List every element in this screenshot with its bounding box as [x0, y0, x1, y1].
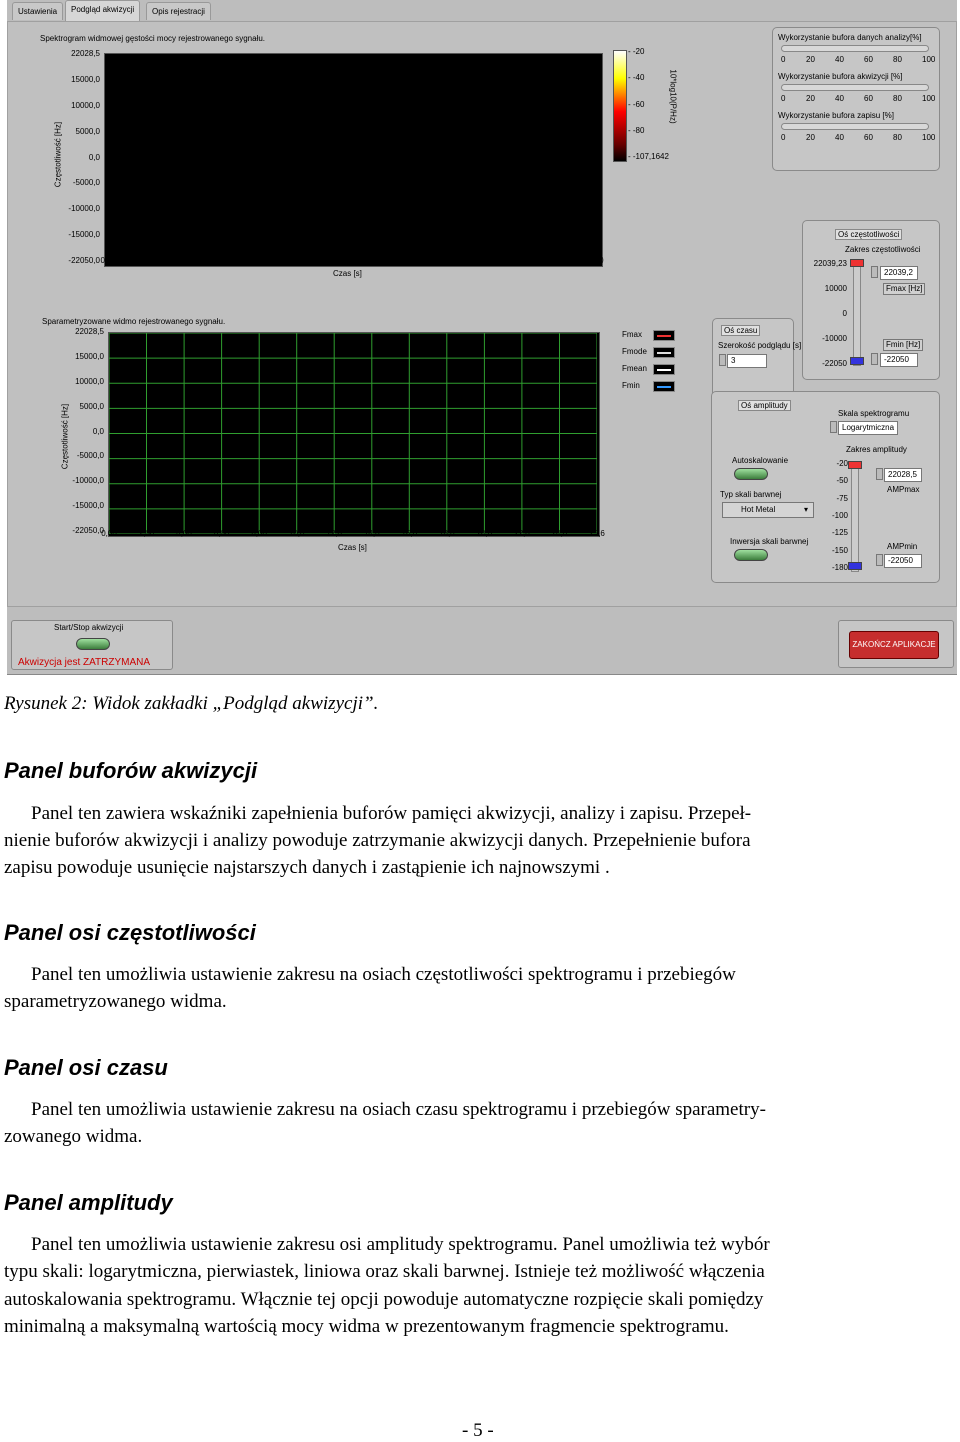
y-tick-label: 15000,0	[75, 351, 104, 361]
amplitude-tick-label: -180	[831, 563, 848, 572]
frequency-tick-label: 0	[842, 309, 847, 318]
y-tick-label: -10000,0	[72, 476, 104, 486]
param-spectrum-title: Sparametryzowane widmo rejestrowanego sygnału.	[42, 317, 226, 326]
x-tick-label: 1,4	[238, 256, 250, 265]
section-heading: Panel buforów akwizycji	[4, 758, 258, 783]
legend-line	[657, 369, 671, 371]
colorbar-label: 10*log10(P/Hz)	[668, 69, 678, 124]
y-tick-label: -22050,0	[72, 526, 104, 535]
buffer-tick-label: 80	[893, 55, 902, 64]
fmax-slider-handle[interactable]	[850, 259, 864, 267]
buffer-tick-label: 60	[864, 55, 873, 64]
x-tick-label: 14,0	[363, 529, 380, 538]
buffer-tick-label: 0	[781, 94, 786, 103]
buffer-usage-bar	[781, 123, 929, 130]
x-tick-label: 22,0	[514, 529, 530, 538]
legend-swatch	[653, 347, 675, 358]
legend-line	[657, 335, 671, 337]
tab-opis-rejestracji[interactable]: Opis rejestracji	[146, 2, 211, 20]
colorbar-tick-label: - -107,1642	[628, 152, 669, 161]
x-tick-label: 3,2	[415, 256, 427, 265]
invert-colormap-toggle[interactable]	[734, 549, 768, 561]
section-heading: Panel osi częstotliwości	[4, 920, 256, 945]
scale-spinner[interactable]	[830, 421, 837, 433]
buffer-tick-label: 100	[922, 94, 936, 103]
legend-label: Fmin	[622, 381, 640, 390]
fmin-slider-handle[interactable]	[850, 357, 864, 365]
param-spectrum-xlabel: Czas [s]	[338, 543, 367, 552]
amplitude-range-slider[interactable]	[851, 462, 859, 572]
close-app-panel	[838, 620, 954, 668]
close-application-button[interactable]: ZAKOŃCZ APLIKACJE	[849, 631, 939, 659]
ampmax-slider-handle[interactable]	[848, 461, 862, 469]
y-tick-label: -5000,0	[76, 451, 104, 461]
colorbar-tick-label: - -80	[628, 125, 645, 135]
buffer-tick-label: 40	[835, 133, 844, 142]
legend-swatch	[653, 330, 675, 341]
fmin-input[interactable]: -22050	[880, 353, 918, 367]
ampmax-input[interactable]: 22028,5	[884, 468, 922, 482]
x-tick-label: 4,00	[176, 529, 192, 538]
y-tick-label: 0,0	[88, 152, 100, 162]
autoscale-label: Autoskalowanie	[732, 456, 789, 465]
x-tick-label: 3,0	[395, 256, 407, 265]
x-tick-label: 1,8	[277, 256, 289, 265]
x-tick-label: 18,0	[439, 529, 455, 538]
buffer-tick-label: 0	[781, 133, 786, 142]
spectrogram-title: Spektrogram widmowej gęstości mocy rejestrowanego sygnału.	[40, 34, 265, 43]
spectrogram-xlabel: Czas [s]	[333, 269, 362, 278]
colormap-label: Typ skali barwnej	[720, 490, 782, 499]
amplitude-tick-label: -125	[831, 528, 848, 538]
x-tick-label: 2,00	[138, 529, 155, 538]
paragraph-line: zowanego widma.	[4, 1126, 143, 1147]
spectrogram-scale-label: Skala spektrogramu	[838, 409, 910, 418]
param-spectrum-grid	[109, 333, 597, 534]
x-tick-label: 3,8	[474, 256, 486, 265]
start-stop-label: Start/Stop akwizycji	[54, 623, 124, 632]
ampmin-label: AMPmin	[887, 542, 918, 551]
colorbar-tick-label: - -40	[628, 73, 645, 83]
buffer-usage-bar	[781, 84, 929, 91]
y-tick-label: -10000,0	[68, 204, 100, 214]
legend-swatch	[653, 364, 675, 375]
y-tick-label: -5000,0	[72, 178, 100, 188]
buffer-tick-label: 40	[835, 55, 844, 64]
buffer-tick-label: 60	[864, 133, 873, 142]
paragraph-line: Panel ten zawiera wskaźniki zapełnienia buforów pamięci akwizycji, analizy i zapisu. Przepeł-	[31, 803, 752, 824]
frequency-tick-label: -22050	[822, 359, 847, 368]
x-tick-label: 0,6	[159, 256, 171, 265]
x-tick-label: 2,4	[336, 256, 348, 265]
buffer-tick-label: 0	[781, 55, 786, 64]
paragraph-line: typu skali: logarytmiczna, pierwiastek, liniowa oraz skali barwnej. Istnieje też możliwość włączenia	[4, 1261, 765, 1282]
amplitude-tick-label: -50	[836, 476, 848, 486]
page-number: - 5 -	[462, 1420, 494, 1441]
y-tick-label: 5000,0	[75, 126, 100, 136]
frequency-range-label: Zakres częstotliwości	[845, 245, 921, 254]
paragraph-line: Panel ten umożliwia ustawienie zakresu na osiach częstotliwości spektrogramu i przebiegów	[31, 964, 736, 985]
y-tick-label: 10000,0	[71, 100, 100, 110]
buffer-usage-bar	[781, 45, 929, 52]
x-tick-label: 4,8	[572, 256, 584, 265]
x-tick-label: 12,0	[326, 529, 343, 538]
legend-swatch	[653, 381, 675, 392]
start-stop-toggle[interactable]	[76, 638, 110, 650]
legend-label: Fmax	[622, 330, 642, 339]
amplitude-tick-label: -150	[831, 545, 848, 555]
frequency-tick-label: -10000	[822, 334, 847, 343]
amplitude-axis-panel	[711, 391, 940, 583]
paragraph-line: sparametryzowanego widma.	[4, 991, 227, 1012]
amplitude-axis-title: Oś amplitudy	[738, 400, 791, 411]
time-axis-title: Oś czasu	[721, 325, 760, 336]
param-spectrum-ylabel: Częstotliwość [Hz]	[60, 403, 70, 470]
y-tick-label: 5000,0	[79, 401, 104, 411]
x-tick-label: 0,00	[101, 529, 117, 538]
fmax-input[interactable]: 22039,2	[880, 266, 918, 280]
y-tick-label: 22028,5	[75, 327, 104, 336]
tab-podglad-akwizycji[interactable]: Podgląd akwizycji	[65, 0, 140, 22]
fmin-label: Fmin [Hz]	[883, 339, 923, 351]
x-tick-label: 1,0	[198, 256, 210, 265]
acquisition-status: Akwizycja jest ZATRZYMANA	[18, 657, 151, 668]
y-tick-label: 22028,5	[71, 49, 100, 58]
spectrogram-plot	[104, 53, 603, 267]
x-tick-label: 10,0	[288, 529, 305, 538]
x-tick-label: 2,6	[356, 256, 368, 265]
param-spectrum-plot	[108, 332, 600, 537]
y-tick-label: -22050,0	[68, 256, 100, 265]
colormap-select[interactable]	[722, 502, 814, 518]
preview-width-spinner[interactable]	[719, 354, 726, 366]
x-tick-label: 4,0	[494, 256, 506, 265]
x-tick-label: 0,4	[139, 256, 151, 265]
tab-bar	[7, 0, 957, 22]
buffer-tick-label: 20	[806, 133, 815, 142]
buffer-label: Wykorzystanie bufora akwizycji [%]	[778, 72, 903, 81]
scale-select[interactable]: Logarytmiczna	[838, 421, 898, 435]
preview-width-input[interactable]: 3	[727, 354, 767, 368]
legend-line	[657, 352, 671, 354]
frequency-range-slider[interactable]	[853, 261, 861, 366]
spectrogram-ylabel: Częstotliwość [Hz]	[53, 121, 63, 188]
ampmax-label: AMPmax	[887, 485, 920, 494]
x-tick-label: 3,6	[454, 256, 466, 265]
ampmin-slider-handle[interactable]	[848, 562, 862, 570]
amplitude-tick-label: -20	[836, 459, 848, 468]
x-tick-label: 0,2	[120, 256, 132, 265]
fmin-spinner[interactable]	[871, 353, 878, 365]
main-panel	[7, 21, 957, 607]
x-tick-label: 3,4	[434, 256, 447, 265]
start-stop-panel	[11, 620, 173, 670]
frequency-tick-label: 22039,23	[813, 259, 847, 268]
x-tick-label: 1,2	[218, 256, 230, 265]
x-tick-label: 4,6	[553, 256, 565, 265]
autoscale-toggle[interactable]	[734, 468, 768, 480]
x-tick-label: 16,0	[401, 529, 418, 538]
frequency-tick-label: 10000	[824, 284, 847, 293]
application-screenshot	[7, 0, 957, 675]
x-tick-label: 24,0	[551, 529, 568, 538]
amplitude-range-label: Zakres amplitudy	[846, 445, 907, 454]
amplitude-tick-label: -75	[836, 493, 848, 503]
x-tick-label: 25,6	[589, 529, 605, 538]
ampmin-spinner[interactable]	[876, 554, 883, 566]
buffer-tick-label: 100	[922, 133, 936, 142]
ampmax-spinner[interactable]	[876, 468, 883, 480]
x-tick-label: 0,8	[179, 256, 191, 265]
section-heading: Panel osi czasu	[4, 1055, 168, 1080]
chevron-down-icon: ▾	[803, 505, 808, 514]
preview-width-label: Szerokość podglądu [s]	[718, 341, 802, 350]
legend-line	[657, 386, 671, 388]
fmax-label: Fmax [Hz]	[883, 283, 925, 295]
spectrogram-colorbar	[613, 50, 627, 162]
x-tick-label: 2,2	[316, 256, 329, 265]
colormap-value: Hot Metal	[741, 505, 776, 514]
paragraph-line: Panel ten umożliwia ustawienie zakresu na osiach czasu spektrogramu i przebiegów sparametry-	[31, 1099, 766, 1120]
buffer-tick-label: 20	[806, 55, 815, 64]
buffer-tick-label: 100	[922, 55, 936, 64]
y-tick-label: -15000,0	[72, 501, 104, 511]
colorbar-tick-label: - -60	[628, 99, 645, 109]
paragraph-line: zapisu powoduje usunięcie najstarszych danych i zastąpienie ich najnowszymi .	[4, 857, 610, 878]
x-tick-label: 5,0	[592, 256, 604, 265]
invert-colormap-label: Inwersja skali barwnej	[730, 537, 809, 546]
buffer-label: Wykorzystanie bufora zapisu [%]	[778, 111, 894, 120]
x-tick-label: 8,00	[251, 529, 267, 538]
buffer-tick-label: 80	[893, 133, 902, 142]
buffer-tick-label: 20	[806, 94, 815, 103]
y-tick-label: 15000,0	[71, 74, 100, 84]
x-tick-label: 2,0	[297, 256, 309, 265]
tab-ustawienia[interactable]: Ustawienia	[12, 2, 63, 20]
section-heading: Panel amplitudy	[4, 1190, 173, 1215]
y-tick-label: 0,0	[92, 426, 104, 436]
buffer-tick-label: 80	[893, 94, 902, 103]
fmax-spinner[interactable]	[871, 266, 878, 278]
x-tick-label: 1,6	[257, 256, 269, 265]
x-tick-label: 0,0	[100, 256, 112, 265]
ampmin-input[interactable]: -22050	[884, 554, 922, 568]
y-tick-label: -15000,0	[68, 230, 100, 240]
frequency-axis-panel	[802, 220, 940, 380]
legend-label: Fmode	[622, 347, 647, 356]
paragraph-line: minimalną a maksymalną wartością mocy widma w prezentowanym fragmencie spektrogramu.	[4, 1316, 729, 1337]
buffer-tick-label: 60	[864, 94, 873, 103]
paragraph-line: nienie buforów akwizycji i analizy powoduje zatrzymanie akwizycji danych. Przepełnienie bufora	[4, 830, 751, 851]
amplitude-tick-label: -100	[831, 511, 848, 520]
buffers-panel	[772, 27, 940, 171]
x-tick-label: 4,2	[513, 256, 525, 265]
y-tick-label: 10000,0	[75, 376, 104, 386]
colorbar-tick-label: - -20	[628, 47, 645, 56]
x-tick-label: 2,8	[375, 256, 388, 265]
legend-label: Fmean	[622, 364, 647, 373]
frequency-axis-title: Oś częstotliwości	[835, 229, 902, 240]
paragraph-line: autoskalowania spektrogramu. Włącznie tej opcji powoduje automatyczne rozpięcie skali pomiędzy	[4, 1289, 764, 1310]
buffer-label: Wykorzystanie bufora danych analizy[%]	[778, 33, 922, 42]
x-tick-label: 4,4	[533, 256, 545, 265]
x-tick-label: 20,0	[476, 529, 493, 538]
paragraph-line: Panel ten umożliwia ustawienie zakresu osi amplitudy spektrogramu. Panel umożliwia też wybór	[31, 1234, 770, 1255]
x-tick-label: 6,00	[213, 529, 230, 538]
figure-caption: Rysunek 2: Widok zakładki „Podgląd akwizycji”.	[4, 693, 379, 714]
buffer-tick-label: 40	[835, 94, 844, 103]
